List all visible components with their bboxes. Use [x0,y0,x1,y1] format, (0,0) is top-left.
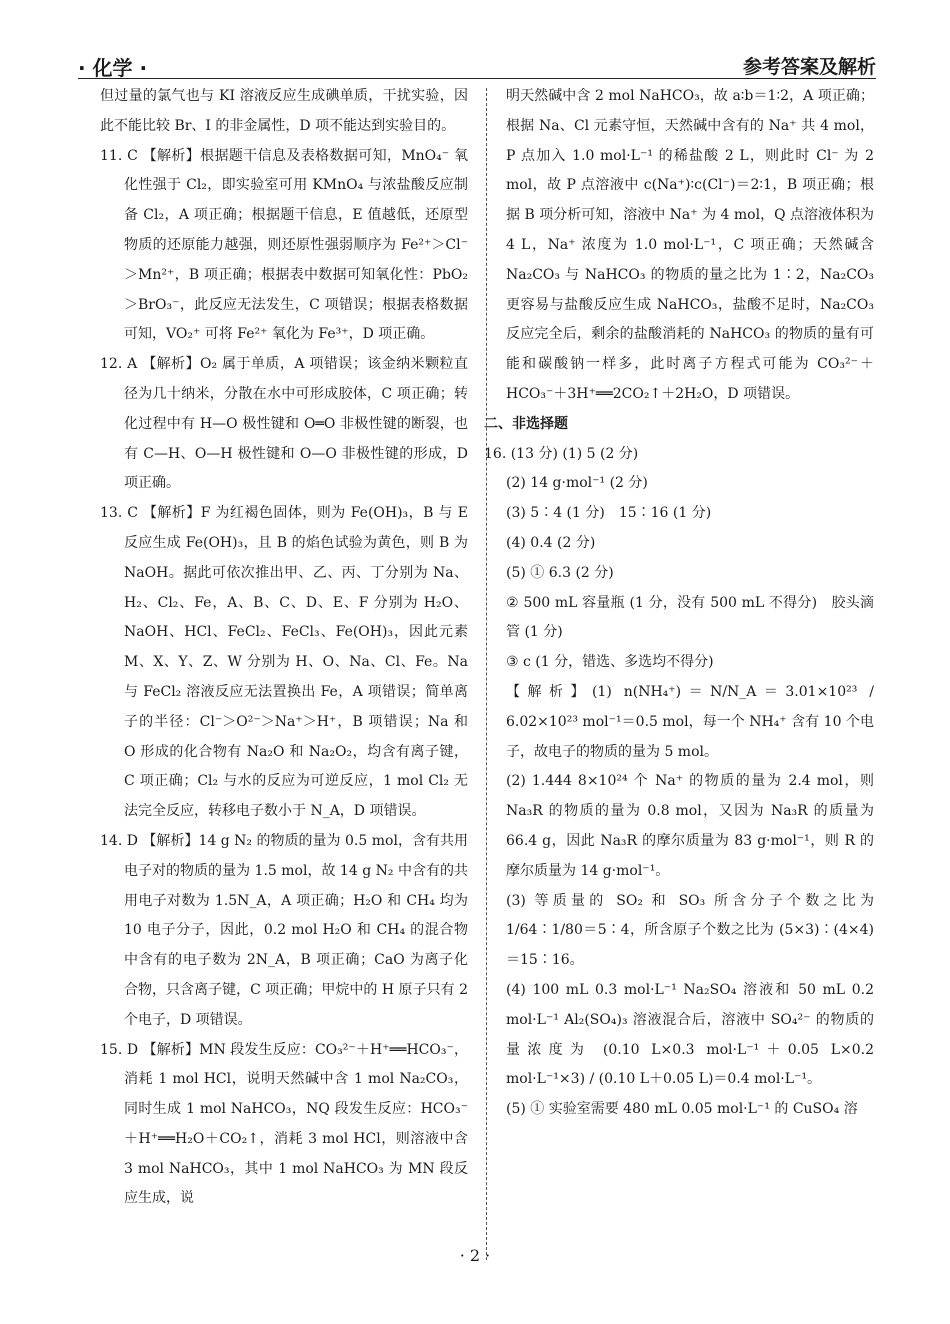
analysis-2: (2) 1.444 8×10²⁴ 个 Na⁺ 的物质的量为 2.4 mol，则 Na₃R 的物质的量为 0.8 mol，又因为 Na₃R 的质量为 66.4 g，因此 Na₃R 的摩尔质量为 83 g·mol⁻¹，则 R 的摩尔质量为 14 g·mol⁻¹。 [506,773,874,879]
answer-16-part-5-3: ③ c (1 分，错选、多选均不得分) [506,654,714,671]
answer-16-part-2: (2) 14 g·mol⁻¹ (2 分) [506,475,648,492]
column-divider [486,88,487,1260]
left-column [100,82,468,1262]
answer-16-part-4: (4) 0.4 (2 分) [506,534,596,551]
answer-12: 12. A 【解析】O₂ 属于单质，A 项错误；该金纳米颗粒直径为几十纳米，分散在水中可形成胶体，C 项正确；转化过程中有 H—O 极性键和 O═O 非极性键的断裂，也有 C—H、O—H 极性键和 O—O 非极性键的形成，D 项正确。 [100,356,468,492]
answer-14: 14. D 【解析】14 g N₂ 的物质的量为 0.5 mol，含有共用电子对的物质的量为 1.5 mol，故 14 g N₂ 中含有的共用电子对数为 1.5N_A，A 项正确；H₂O 和 CH₄ 均为 10 电子分子，因此，0.2 mol H₂O 和 CH₄ 的混合物中含有的电子数为 2N_A，B 项正确；CaO 为离子化合物，只含离子键，C 项正确；甲烷中的 H 原子只有 2 个电子，D 项错误。 [100,832,468,1028]
header-title: 参考答案及解析 [742,56,876,78]
right-column [484,82,874,1262]
analysis-1: 【解析】(1) n(NH₄⁺)＝N/N_A＝3.01×10²³ / 6.02×10²³ mol⁻¹＝0.5 mol，每一个 NH₄⁺ 含有 10 个电子，故电子的物质的量为 5 mol。 [506,683,874,760]
subject-label: · 化学 · [78,56,148,80]
answer-15: 15. D 【解析】MN 段发生反应：CO₃²⁻＋H⁺══HCO₃⁻，消耗 1 mol HCl，说明天然碱中含 1 mol Na₂CO₃，同时生成 1 mol NaHCO₃，NQ 段发生反应：HCO₃⁻＋H⁺══H₂O＋CO₂↑，消耗 3 mol HCl，则溶液中含 3 mol NaHCO₃，其中 1 mol NaHCO₃ 为 MN 段反应生成，说 [100,1041,468,1207]
page-number: · 2 · [459,1246,491,1265]
analysis-5: (5) ① 实验室需要 480 mL 0.05 mol·L⁻¹ 的 CuSO₄ 溶 [506,1101,858,1118]
answer-11: 11. C 【解析】根据题干信息及表格数据可知，MnO₄⁻ 氧化性强于 Cl₂，即实验室可用 KMnO₄ 与浓盐酸反应制备 Cl₂，A 项正确；根据题干信息，E 值越低，还原型物质的还原能力越强，则还原性强弱顺序为 Fe²⁺＞Cl⁻＞Mn²⁺，B 项正确；根据表中数据可知氧化性：PbO₂＞BrO₃⁻，此反应无法发生，C 项错误；根据表格数据可知，VO₂⁺ 可将 Fe²⁺ 氧化为 Fe³⁺，D 项正确。 [100,147,468,343]
answer-16-part-5-1: (5) ① 6.3 (2 分) [506,564,614,581]
section-heading: 二、非选择题 [484,415,568,432]
paragraph-continuation: 但过量的氯气也与 KI 溶液反应生成碘单质，干扰实验，因此不能比较 Br、I 的非金属性，D 项不能达到实验目的。 [100,88,468,134]
answer-15-continued: 明天然碱中含 2 mol NaHCO₃，故 a∶b＝1∶2，A 项正确；根据 Na、Cl 元素守恒，天然碱中含有的 Na⁺ 共 4 mol，P 点加入 1.0 mol·L⁻¹ 的稀盐酸 2 L，则此时 Cl⁻ 为 2 mol，故 P 点溶液中 c(Na⁺)∶c(Cl⁻)＝2∶1，B 项正确；根据 B 项分析可知，溶液中 Na⁺ 为 4 mol，Q 点溶液体积为 4 L，Na⁺ 浓度为 1.0 mol·L⁻¹，C 项正确；天然碱含 Na₂CO₃ 与 NaHCO₃ 的物质的量之比为 1∶2，Na₂CO₃ 更容易与盐酸反应生成 NaHCO₃，盐酸不足时，Na₂CO₃ 反应完全后，剩余的盐酸消耗的 NaHCO₃ 的物质的量有可能和碳酸钠一样多，此时离子方程式可能为 CO₃²⁻＋HCO₃⁻＋3H⁺══2CO₂↑＋2H₂O，D 项错误。 [506,88,874,402]
answer-13: 13. C 【解析】F 为红褐色固体，则为 Fe(OH)₃，B 与 E 反应生成 Fe(OH)₃，且 B 的焰色试验为黄色，则 B 为 NaOH。据此可依次推出甲、乙、丙、丁分别为 Na、H₂、Cl₂、Fe，A、B、C、D、E、F 分别为 H₂O、NaOH、HCl、FeCl₂、FeCl₃、Fe(OH)₃，因此元素 M、X、Y、Z、W 分别为 H、O、Na、Cl、Fe。Na 与 FeCl₂ 溶液反应无法置换出 Fe，A 项错误；简单离子的半径：Cl⁻＞O²⁻＞Na⁺＞H⁺，B 项错误；Na 和 O 形成的化合物有 Na₂O 和 Na₂O₂，均含有离子键，C 项正确；Cl₂ 与水的反应为可逆反应，1 mol Cl₂ 无法完全反应，转移电子数小于 N_A，D 项错误。 [100,505,468,820]
answer-16-part-3: (3) 5∶4 (1 分) 15∶16 (1 分) [506,505,712,522]
analysis-4: (4) 100 mL 0.3 mol·L⁻¹ Na₂SO₄ 溶液和 50 mL 0.2 mol·L⁻¹ Al₂(SO₄)₃ 溶液混合后，溶液中 SO₄²⁻ 的物质的量浓度为 (0.10 L×0.3 mol·L⁻¹＋0.05 L×0.2 mol·L⁻¹×3) / (0.10 L＋0.05 L)＝0.4 mol·L⁻¹。 [506,981,874,1088]
page-header [78,50,876,79]
analysis-3: (3) 等质量的 SO₂ 和 SO₃ 所含分子个数之比为 1/64∶1/80＝5∶4，所含原子个数之比为 (5×3)∶(4×4)＝15∶16。 [506,892,874,969]
answer-16-part-1: 16. (13 分) (1) 5 (2 分) [484,445,639,462]
answer-16-part-5-2: ② 500 mL 容量瓶 (1 分，没有 500 mL 不得分) 胶头滴管 (1 分) [506,594,874,641]
